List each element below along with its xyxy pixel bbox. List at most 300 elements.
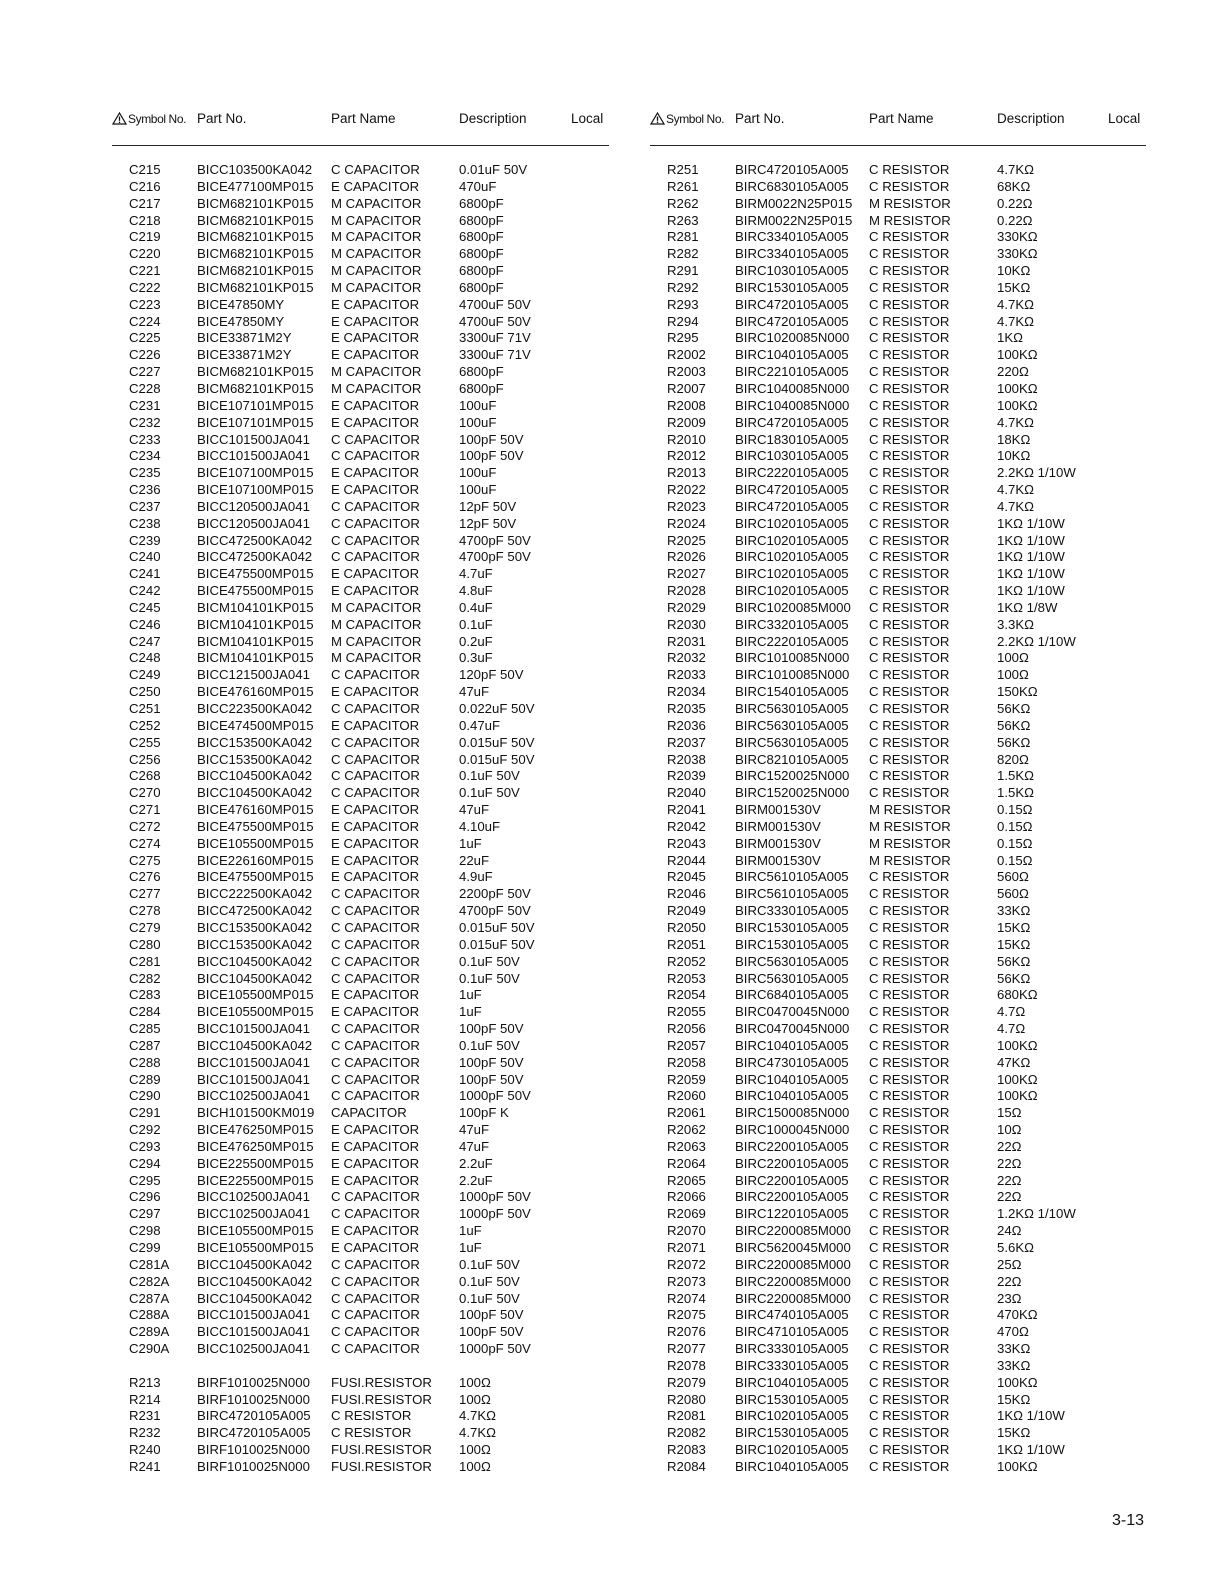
symbol-no-cell: C283 — [129, 987, 161, 1003]
part-name-cell: M CAPACITOR — [331, 229, 422, 245]
symbol-no-cell: R2075 — [667, 1307, 706, 1323]
part-no-cell: BIRC1500085N000 — [735, 1105, 850, 1121]
symbol-no-cell: C291 — [129, 1105, 161, 1121]
table-row — [112, 1408, 609, 1425]
symbol-no-cell: R2002 — [667, 347, 706, 363]
table-row — [650, 1425, 1146, 1442]
table-row — [112, 617, 609, 634]
part-no-cell: BICC104500KA042 — [197, 1273, 313, 1289]
description-cell: 2.2KΩ 1/10W — [997, 633, 1076, 649]
part-no-cell: BIRC4720105A005 — [197, 1425, 311, 1441]
table-row — [650, 566, 1146, 583]
table-row — [650, 1122, 1146, 1139]
symbol-no-cell: C275 — [129, 852, 161, 868]
table-row — [112, 398, 609, 415]
table-row — [112, 768, 609, 785]
table-row — [112, 1173, 609, 1190]
description-cell: 4.9uF — [459, 869, 493, 885]
description-cell: 1KΩ — [997, 330, 1023, 346]
description-cell: 10Ω — [997, 1122, 1022, 1138]
table-row — [112, 1206, 609, 1223]
description-cell: 100pF 50V — [459, 1324, 524, 1340]
part-name-cell: C RESISTOR — [869, 1458, 950, 1474]
part-name-cell: C CAPACITOR — [331, 1021, 420, 1037]
part-name-cell: C CAPACITOR — [331, 785, 420, 801]
part-no-cell: BICC101500JA041 — [197, 431, 310, 447]
part-no-cell: BIRC5610105A005 — [735, 869, 849, 885]
symbol-no-cell: C285 — [129, 1021, 161, 1037]
table-row — [112, 735, 609, 752]
table-row — [650, 297, 1146, 314]
table-row — [650, 465, 1146, 482]
part-name-cell: C RESISTOR — [869, 498, 950, 514]
description-cell: 680KΩ — [997, 987, 1038, 1003]
table-row — [112, 1088, 609, 1105]
table-row — [650, 1072, 1146, 1089]
part-no-cell: BIRC2200105A005 — [735, 1189, 849, 1205]
table-row — [650, 347, 1146, 364]
part-no-cell: BICC223500KA042 — [197, 701, 313, 716]
part-no-header: Part No. — [197, 111, 247, 126]
part-name-cell: E CAPACITOR — [331, 330, 420, 346]
part-no-cell: BIRF1010025N000 — [197, 1442, 310, 1458]
table-row — [650, 1189, 1146, 1206]
symbol-no-cell: R2074 — [667, 1290, 706, 1306]
part-no-cell: BIRC1830105A005 — [735, 431, 849, 447]
part-no-cell: BIRC5620045M000 — [735, 1240, 851, 1255]
part-no-cell: BICC153500KA042 — [197, 936, 313, 952]
table-row — [650, 1021, 1146, 1038]
symbol-no-cell: R2063 — [667, 1138, 706, 1154]
part-name-cell: C CAPACITOR — [331, 162, 420, 177]
symbol-no-cell: C292 — [129, 1122, 161, 1138]
part-name-cell: C CAPACITOR — [331, 1341, 420, 1357]
part-name-cell: E CAPACITOR — [331, 1155, 420, 1171]
part-no-cell: BIRC1040105A005 — [735, 347, 849, 363]
symbol-no-cell: C218 — [129, 212, 161, 228]
part-no-cell: BICC102500JA041 — [197, 1341, 310, 1357]
table-row — [650, 1038, 1146, 1055]
description-cell: 4.7KΩ — [997, 313, 1034, 329]
table-row — [650, 263, 1146, 280]
part-no-cell: BIRC6840105A005 — [735, 987, 849, 1003]
symbol-no-cell: C227 — [129, 364, 161, 380]
part-no-cell: BIRC1020085N000 — [735, 330, 850, 346]
part-no-cell: BIRC1530105A005 — [735, 1425, 849, 1441]
table-row — [650, 1055, 1146, 1072]
table-row — [650, 398, 1146, 415]
table-row — [112, 314, 609, 331]
symbol-no-cell: R2009 — [667, 414, 706, 430]
table-row — [650, 600, 1146, 617]
part-no-cell: BICC101500JA041 — [197, 1324, 310, 1340]
symbol-no-cell: R2036 — [667, 717, 706, 733]
part-name-cell: C RESISTOR — [869, 566, 950, 582]
symbol-no-cell: C281 — [129, 953, 161, 969]
table-row — [112, 179, 609, 196]
description-cell: 100pF 50V — [459, 1307, 524, 1323]
table-row — [650, 987, 1146, 1004]
symbol-no-label: Symbol No. — [666, 112, 725, 126]
description-cell: 56KΩ — [997, 717, 1031, 733]
part-no-cell: BIRC4710105A005 — [735, 1324, 849, 1340]
symbol-no-cell: C290A — [129, 1341, 170, 1357]
description-cell: 4700pF 50V — [459, 903, 531, 919]
description-cell: 0.1uF 50V — [459, 785, 520, 801]
description-cell: 100Ω — [459, 1442, 491, 1458]
symbol-no-cell: R261 — [667, 178, 699, 194]
table-row — [650, 650, 1146, 667]
part-no-cell: BIRM001530V — [735, 818, 821, 834]
description-cell: 820Ω — [997, 751, 1029, 767]
part-no-cell: BIRC1520025N000 — [735, 785, 850, 801]
symbol-no-cell: C224 — [129, 313, 161, 329]
description-cell: 68KΩ — [997, 178, 1031, 194]
part-name-cell: C RESISTOR — [869, 1391, 950, 1407]
table-row — [650, 903, 1146, 920]
table-row — [112, 432, 609, 449]
table-row — [112, 1223, 609, 1240]
symbol-no-cell: R2065 — [667, 1172, 706, 1188]
part-name-cell: C RESISTOR — [869, 397, 950, 413]
table-row — [112, 1291, 609, 1308]
description-cell: 15Ω — [997, 1105, 1022, 1121]
part-name-cell: C CAPACITOR — [331, 1189, 420, 1205]
part-no-cell: BICM682101KP015 — [197, 380, 314, 396]
part-name-cell: C RESISTOR — [869, 414, 950, 430]
part-name-cell: C CAPACITOR — [331, 498, 420, 514]
part-name-cell: C RESISTOR — [869, 1189, 950, 1205]
table-row — [112, 381, 609, 398]
table-row — [112, 246, 609, 263]
part-no-cell: BICE476250MP015 — [197, 1138, 314, 1154]
part-no-cell: BIRC1040085N000 — [735, 397, 850, 413]
symbol-no-cell: C223 — [129, 296, 161, 312]
part-no-cell: BIRC1530105A005 — [735, 1391, 849, 1407]
part-name-cell: C RESISTOR — [869, 919, 950, 935]
description-cell: 33KΩ — [997, 1341, 1031, 1357]
table-row — [112, 499, 609, 516]
part-no-cell: BICM104101KP015 — [197, 599, 314, 615]
part-name-cell: C RESISTOR — [869, 751, 950, 767]
description-cell: 0.47uF — [459, 717, 501, 733]
description-cell: 1.5KΩ — [997, 768, 1034, 784]
table-row — [112, 364, 609, 381]
part-no-cell: BIRC1030105A005 — [735, 448, 849, 464]
table-row — [650, 1240, 1146, 1257]
symbol-no-cell: R2057 — [667, 1037, 706, 1053]
part-no-cell: BICE107100MP015 — [197, 465, 314, 481]
part-no-cell: BIRC2200105A005 — [735, 1155, 849, 1171]
symbol-no-cell: R2083 — [667, 1442, 706, 1458]
description-cell: 56KΩ — [997, 734, 1031, 750]
description-cell: 0.01uF 50V — [459, 162, 528, 177]
table-row — [650, 1392, 1146, 1409]
part-name-cell: E CAPACITOR — [331, 1240, 420, 1255]
symbol-no-cell: R2082 — [667, 1425, 706, 1441]
table-row — [650, 667, 1146, 684]
table-row — [650, 735, 1146, 752]
symbol-no-cell: C245 — [129, 599, 161, 615]
description-cell: 56KΩ — [997, 953, 1031, 969]
description-cell: 0.22Ω — [997, 212, 1033, 228]
part-name-cell: C CAPACITOR — [331, 431, 420, 447]
table-row — [112, 415, 609, 432]
table-row — [650, 1257, 1146, 1274]
symbol-no-cell: R2084 — [667, 1458, 706, 1474]
symbol-no-label: Symbol No. — [128, 112, 187, 126]
symbol-no-cell: C219 — [129, 229, 161, 245]
table-row — [112, 1324, 609, 1341]
part-name-cell: C RESISTOR — [869, 1037, 950, 1053]
part-no-cell: BIRC1020085M000 — [735, 599, 851, 615]
part-name-cell: C RESISTOR — [869, 869, 950, 885]
part-name-cell: C RESISTOR — [869, 650, 950, 666]
part-no-cell: BIRC3320105A005 — [735, 616, 849, 632]
description-cell: 1uF — [459, 835, 482, 851]
table-row — [650, 937, 1146, 954]
part-no-cell: BICC153500KA042 — [197, 919, 313, 935]
table-row — [112, 465, 609, 482]
description-cell: 1000pF 50V — [459, 1341, 531, 1357]
symbol-no-cell: R2049 — [667, 903, 706, 919]
header-rule — [650, 145, 1146, 146]
part-no-cell: BIRC1020105A005 — [735, 549, 849, 565]
table-row — [112, 533, 609, 550]
symbol-no-cell: R2058 — [667, 1054, 706, 1070]
description-cell: 3300uF 71V — [459, 347, 531, 363]
table-row — [650, 1459, 1146, 1476]
table-row — [650, 701, 1146, 718]
table-row — [650, 196, 1146, 213]
part-no-cell: BICE474500MP015 — [197, 717, 314, 733]
table-row — [112, 1307, 609, 1324]
part-name-cell: E CAPACITOR — [331, 1004, 420, 1020]
part-no-cell: BIRC1010085N000 — [735, 667, 850, 683]
description-cell: 0.15Ω — [997, 802, 1033, 818]
table-row — [112, 1021, 609, 1038]
part-name-cell: M CAPACITOR — [331, 279, 422, 295]
description-cell: 470KΩ — [997, 1307, 1038, 1323]
description-cell: 22uF — [459, 852, 490, 868]
part-name-cell: C CAPACITOR — [331, 768, 420, 784]
part-no-cell: BIRF1010025N000 — [197, 1374, 310, 1390]
symbol-no-cell: C240 — [129, 549, 161, 565]
description-cell: 0.015uF 50V — [459, 919, 535, 935]
table-row — [112, 330, 609, 347]
description-cell: 6800pF — [459, 212, 504, 228]
symbol-no-cell: R2032 — [667, 650, 706, 666]
part-name-cell: C RESISTOR — [869, 987, 950, 1003]
part-no-cell: BICE225500MP015 — [197, 1155, 314, 1171]
part-no-cell: BIRC3340105A005 — [735, 246, 849, 262]
symbol-no-cell: C270 — [129, 785, 161, 801]
part-name-header: Part Name — [869, 111, 934, 126]
description-cell: 330KΩ — [997, 229, 1038, 245]
part-no-cell: BIRC5630105A005 — [735, 953, 849, 969]
description-cell: 560Ω — [997, 886, 1029, 902]
table-row — [112, 1004, 609, 1021]
part-name-cell: M CAPACITOR — [331, 650, 422, 666]
part-name-cell: E CAPACITOR — [331, 178, 420, 194]
part-no-cell: BICE476160MP015 — [197, 802, 314, 818]
symbol-no-cell: R2042 — [667, 818, 706, 834]
part-no-cell: BICE475500MP015 — [197, 566, 314, 582]
part-name-cell: E CAPACITOR — [331, 397, 420, 413]
part-name-cell: C RESISTOR — [869, 549, 950, 565]
part-no-cell: BICE476250MP015 — [197, 1122, 314, 1138]
table-row — [112, 583, 609, 600]
symbol-no-cell: R2041 — [667, 802, 706, 818]
symbol-no-cell: R2039 — [667, 768, 706, 784]
part-name-cell: C RESISTOR — [869, 178, 950, 194]
table-row — [112, 836, 609, 853]
symbol-no-cell: C242 — [129, 583, 161, 599]
table-row — [650, 1341, 1146, 1358]
parts-table-left — [112, 108, 609, 1474]
part-name-cell: C CAPACITOR — [331, 903, 420, 919]
part-no-cell: BICC104500KA042 — [197, 768, 313, 784]
part-name-cell: FUSI.RESISTOR — [331, 1374, 432, 1390]
symbol-no-cell: C247 — [129, 633, 161, 649]
description-cell: 6800pF — [459, 246, 504, 262]
part-name-cell: C RESISTOR — [869, 229, 950, 245]
part-name-cell: C RESISTOR — [869, 1223, 950, 1239]
part-no-cell: BIRC4720105A005 — [197, 1408, 311, 1424]
description-cell: 0.1uF 50V — [459, 1256, 520, 1272]
table-row — [112, 1139, 609, 1156]
description-cell: 33KΩ — [997, 1357, 1031, 1373]
table-row — [650, 617, 1146, 634]
symbol-no-cell: C241 — [129, 566, 161, 582]
part-name-cell: E CAPACITOR — [331, 347, 420, 363]
part-no-cell: BICC102500JA041 — [197, 1206, 310, 1222]
description-cell: 10KΩ — [997, 448, 1031, 464]
symbol-no-cell: R2078 — [667, 1357, 706, 1373]
symbol-no-cell: R2054 — [667, 987, 706, 1003]
symbol-no-cell: R2026 — [667, 549, 706, 565]
table-row — [112, 785, 609, 802]
symbol-no-cell: R2037 — [667, 734, 706, 750]
part-no-cell: BIRM0022N25P015 — [735, 195, 853, 211]
part-name-cell: C CAPACITOR — [331, 1307, 420, 1323]
symbol-no-cell: R292 — [667, 279, 699, 295]
description-cell: 0.1uF 50V — [459, 768, 520, 784]
part-no-cell: BIRC2200085M000 — [735, 1290, 851, 1306]
table-row — [650, 869, 1146, 886]
description-cell: 100Ω — [459, 1391, 491, 1407]
part-no-cell: BICE475500MP015 — [197, 869, 314, 885]
part-no-cell: BIRC5630105A005 — [735, 734, 849, 750]
part-no-cell: BICE47850MY — [197, 313, 285, 329]
symbol-no-cell: R232 — [129, 1425, 161, 1441]
part-no-cell: BIRC3330105A005 — [735, 1357, 849, 1373]
symbol-no-cell: C299 — [129, 1240, 161, 1255]
symbol-no-cell: R2073 — [667, 1273, 706, 1289]
part-name-cell: M CAPACITOR — [331, 633, 422, 649]
table-row — [112, 869, 609, 886]
description-cell: 0.22Ω — [997, 195, 1033, 211]
part-no-cell: BICC103500KA042 — [197, 162, 313, 177]
description-cell: 560Ω — [997, 869, 1029, 885]
part-no-cell: BICM682101KP015 — [197, 229, 314, 245]
symbol-no-cell: R2010 — [667, 431, 706, 447]
part-name-cell: E CAPACITOR — [331, 802, 420, 818]
part-name-cell: FUSI.RESISTOR — [331, 1442, 432, 1458]
part-name-cell: E CAPACITOR — [331, 1223, 420, 1239]
symbol-no-cell: C282A — [129, 1273, 170, 1289]
table-row — [112, 1425, 609, 1442]
table-row — [650, 785, 1146, 802]
table-row — [112, 566, 609, 583]
part-name-cell: E CAPACITOR — [331, 852, 420, 868]
table-row — [112, 1392, 609, 1409]
part-name-cell: E CAPACITOR — [331, 835, 420, 851]
part-no-cell: BICC104500KA042 — [197, 953, 313, 969]
description-cell: 100pF 50V — [459, 1021, 524, 1037]
part-name-cell: C RESISTOR — [869, 448, 950, 464]
part-no-cell: BIRC3330105A005 — [735, 1341, 849, 1357]
part-no-cell: BICE476160MP015 — [197, 684, 314, 700]
description-cell: 1uF — [459, 1240, 482, 1255]
local-header: Local — [1108, 111, 1141, 126]
symbol-no-cell: C289 — [129, 1071, 161, 1087]
part-no-cell: BICE225500MP015 — [197, 1172, 314, 1188]
description-cell: 100KΩ — [997, 397, 1038, 413]
description-cell: 4.7KΩ — [997, 498, 1034, 514]
description-cell: 2.2uF — [459, 1155, 493, 1171]
part-name-cell: C CAPACITOR — [331, 667, 420, 683]
part-name-cell: E CAPACITOR — [331, 1138, 420, 1154]
part-name-cell: C CAPACITOR — [331, 936, 420, 952]
table-row — [650, 381, 1146, 398]
table-row — [650, 229, 1146, 246]
part-name-cell: M CAPACITOR — [331, 616, 422, 632]
part-no-cell: BICE33871M2Y — [197, 330, 292, 346]
description-cell: 56KΩ — [997, 701, 1031, 716]
parts-table-right — [650, 108, 1146, 1474]
description-cell: 1KΩ 1/10W — [997, 1408, 1065, 1424]
part-name-cell: C RESISTOR — [869, 1357, 950, 1373]
symbol-no-cell: C233 — [129, 431, 161, 447]
part-name-cell: C RESISTOR — [869, 1425, 950, 1441]
description-cell: 0.1uF 50V — [459, 1037, 520, 1053]
part-no-cell: BICM682101KP015 — [197, 279, 314, 295]
table-row — [112, 1375, 609, 1392]
part-no-cell: BICM682101KP015 — [197, 364, 314, 380]
table-row — [650, 1206, 1146, 1223]
description-cell: 330KΩ — [997, 246, 1038, 262]
part-name-cell: C RESISTOR — [331, 1425, 412, 1441]
local-header: Local — [571, 111, 604, 126]
description-cell: 15KΩ — [997, 1391, 1031, 1407]
part-name-cell: C RESISTOR — [869, 785, 950, 801]
symbol-no-cell: R2023 — [667, 498, 706, 514]
part-no-cell: BIRC5630105A005 — [735, 717, 849, 733]
part-name-cell: C RESISTOR — [869, 599, 950, 615]
part-name-cell: C CAPACITOR — [331, 1071, 420, 1087]
table-row — [650, 1408, 1146, 1425]
part-no-cell: BIRC4720105A005 — [735, 482, 849, 498]
part-name-cell: C CAPACITOR — [331, 1256, 420, 1272]
table-row — [112, 1274, 609, 1291]
table-row — [650, 1375, 1146, 1392]
table-row — [650, 364, 1146, 381]
symbol-no-cell: R240 — [129, 1442, 161, 1458]
symbol-no-cell: R2007 — [667, 380, 706, 396]
part-no-cell: BICE226160MP015 — [197, 852, 314, 868]
description-cell: 100KΩ — [997, 380, 1038, 396]
